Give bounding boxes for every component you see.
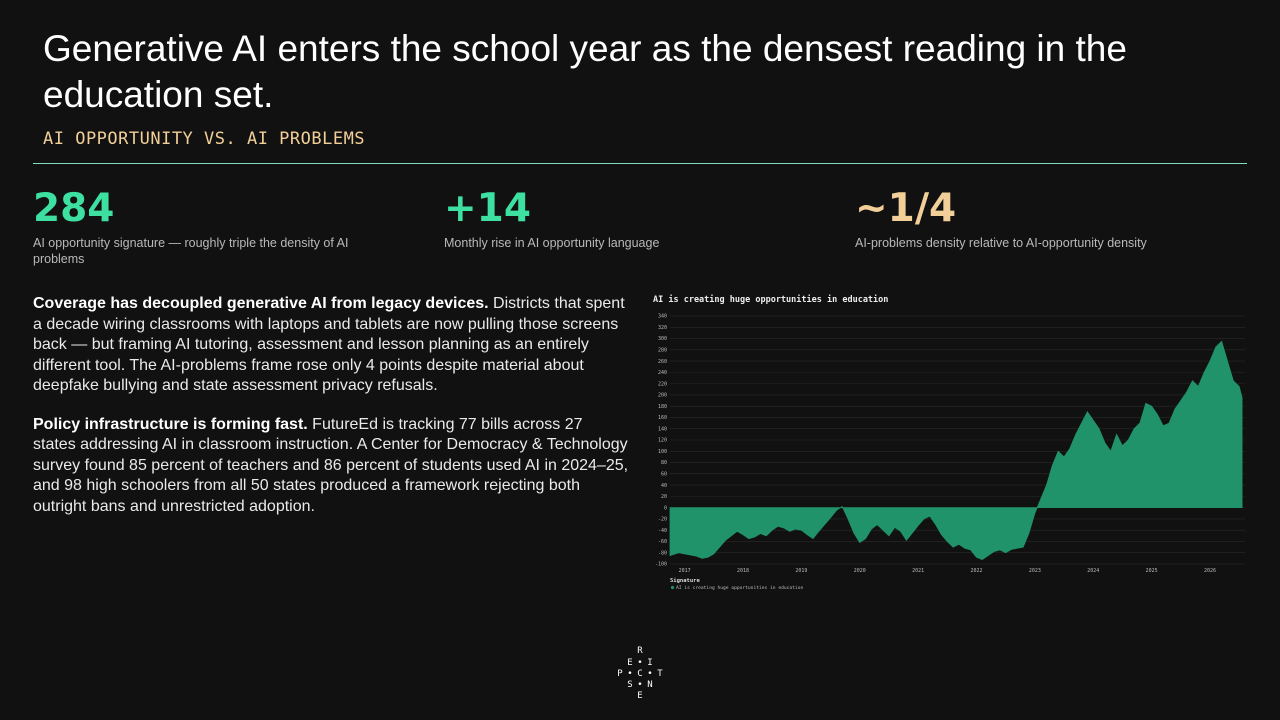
- y-tick-label: -60: [657, 539, 667, 546]
- logo-letter: S: [627, 680, 633, 690]
- stat-monthly-rise: [444, 186, 804, 251]
- y-tick-label: 60: [660, 471, 667, 478]
- y-tick-label: 80: [660, 460, 667, 467]
- y-tick-label: 320: [657, 324, 667, 331]
- logo-letter: C: [637, 669, 643, 679]
- stat-value: +14: [444, 186, 531, 231]
- x-tick-label: 2021: [912, 568, 925, 574]
- x-tick-label: 2020: [853, 568, 866, 574]
- y-tick-label: 0: [663, 505, 667, 512]
- x-tick-label: 2025: [1145, 568, 1158, 574]
- paragraph-text: Districts that spent a decade wiring classrooms with laptops and tablets are now pulling those screens back — but framing AI tutoring, assessment and lesson planning as an entirely different tool. The AI-problems frame rose only 4 points despite material about deepfake bullying and state assessment privacy refusals.: [33, 295, 625, 394]
- logo-letter: E: [637, 691, 643, 701]
- divider: [33, 163, 1247, 164]
- y-tick-label: 260: [657, 358, 667, 365]
- logo-letter: P: [617, 669, 623, 679]
- y-tick-label: 160: [657, 415, 667, 422]
- x-tick-label: 2022: [970, 568, 983, 574]
- logo-letter: I: [647, 658, 653, 668]
- y-tick-label: 220: [657, 381, 667, 388]
- y-tick-label: 20: [660, 494, 667, 501]
- logo-letter: R: [637, 646, 643, 656]
- logo-letter: T: [657, 669, 663, 679]
- y-axis-ticks: [655, 314, 667, 568]
- paragraph-devices: [33, 294, 629, 397]
- logo-dot: •: [647, 669, 653, 679]
- x-tick-label: 2017: [678, 568, 691, 574]
- y-tick-label: 120: [657, 437, 667, 444]
- x-tick-label: 2024: [1087, 568, 1100, 574]
- x-axis-ticks: [679, 568, 1216, 574]
- paragraph-text: FutureEd is tracking 77 bills across 27 states addressing AI in classroom instruction. A Center for Democracy & Technology survey found 85 percent of teachers and 86 percent of students used AI in 2024–25, and 98 high schoolers from all 50 states produced a framework rejecting both outright bans and unrestricted adoption.: [33, 415, 629, 515]
- logo-dot: •: [637, 658, 643, 668]
- y-tick-label: -100: [654, 561, 667, 568]
- page-title: Generative AI enters the school year as the densest reading in the education set.: [43, 28, 1127, 115]
- y-tick-label: 100: [657, 448, 667, 455]
- stat-value: ~1/4: [855, 186, 957, 231]
- y-tick-label: -20: [657, 516, 667, 523]
- chart-title: AI is creating huge opportunities in education: [653, 295, 889, 305]
- x-tick-label: 2018: [736, 568, 749, 574]
- x-tick-label: 2026: [1203, 568, 1216, 574]
- stat-opportunity-signature: [33, 186, 393, 267]
- y-tick-label: -40: [657, 527, 667, 534]
- x-tick-label: 2019: [795, 568, 808, 574]
- stat-label: Monthly rise in AI opportunity language: [444, 236, 660, 250]
- paragraph-policy: [33, 415, 629, 518]
- y-tick-label: 140: [657, 426, 667, 433]
- logo-letter: N: [647, 680, 653, 690]
- stat-value: 284: [33, 186, 115, 231]
- section-subtitle: AI OPPORTUNITY VS. AI PROBLEMS: [43, 129, 366, 149]
- y-tick-label: 240: [657, 370, 667, 377]
- stat-label: AI opportunity signature — roughly triple the density of AI problems: [33, 236, 349, 266]
- y-tick-label: 180: [657, 403, 667, 410]
- chart-svg: [645, 288, 1250, 600]
- body-text: [33, 294, 629, 535]
- logo-dot: •: [637, 680, 643, 690]
- logo-letter: E: [627, 658, 633, 668]
- stat-label: AI-problems density relative to AI-opportunity density: [855, 236, 1147, 250]
- y-tick-label: 40: [660, 482, 667, 489]
- series-area: [670, 341, 1242, 559]
- y-tick-label: 280: [657, 347, 667, 354]
- logo-dot: •: [627, 669, 633, 679]
- y-tick-label: 200: [657, 392, 667, 399]
- x-tick-label: 2023: [1028, 568, 1041, 574]
- stat-problems-ratio: [855, 186, 1215, 251]
- rpcsten-logo: [612, 646, 668, 702]
- y-tick-label: -80: [657, 550, 667, 557]
- signature-area-chart: [645, 288, 1250, 600]
- y-tick-label: 300: [657, 336, 667, 343]
- legend-swatch: [671, 586, 674, 589]
- legend-title: Signature: [670, 578, 700, 584]
- paragraph-lead: Coverage has decoupled generative AI from legacy devices.: [33, 295, 489, 312]
- legend-label: AI is creating huge opportunities in education: [676, 586, 804, 591]
- paragraph-lead: Policy infrastructure is forming fast.: [33, 415, 308, 433]
- y-tick-label: 340: [657, 313, 667, 320]
